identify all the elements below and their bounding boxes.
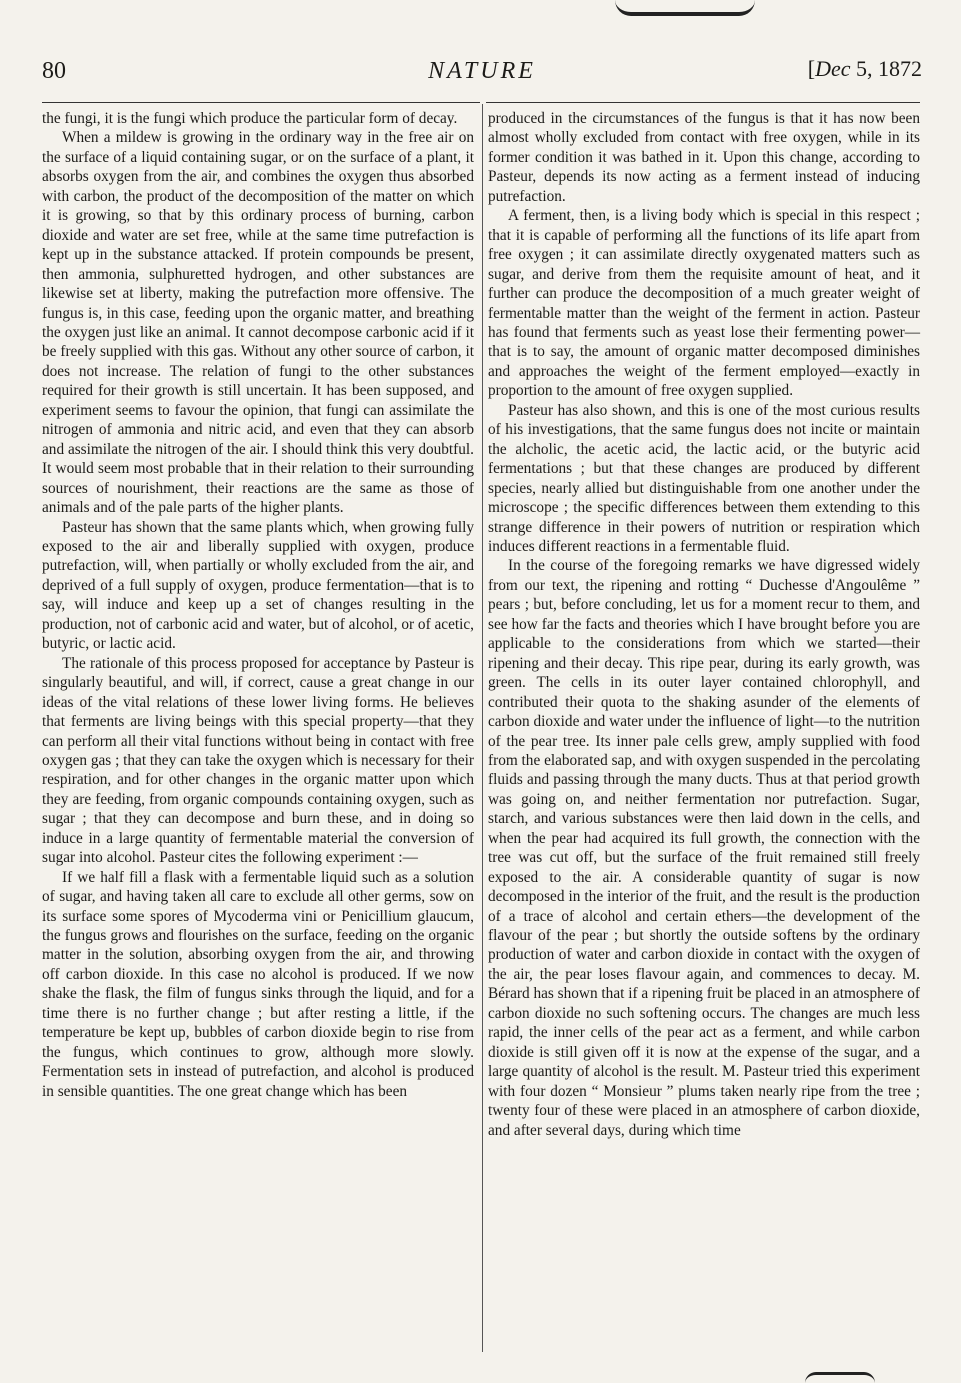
issue-date (808, 56, 922, 82)
column-divider (482, 104, 483, 1352)
journal-title: NATURE (428, 58, 536, 84)
paragraph: Pasteur has shown that the same plants which, when growing fully exposed to the air and liberally supplied with oxygen, produce putrefaction, will, when partially or wholly excluded from the air, and deprived of a full supply of oxygen, produce fermentation—that is to say, will induce and keep up a set of changes resulting in the production, not of carbonic acid and water, but of alcohol, or of acetic, butyric, or lactic acid. (42, 518, 474, 653)
paragraph: If we half fill a flask with a fermentable liquid such as a solution of sugar, and having taken all care to exclude all other germs, sow on its surface some spores of Mycoderma vini or Penicillium glaucum, the fungus grows and flourishes on the surface, feeding on the organic matter in the solution, absorbing oxygen from the air, and throwing off carbon dioxide. In this case no alcohol is produced. If we now shake the flask, the film of fungus sinks through the liquid, and for a time there is no further change ; but after resting a little, if the temperature be kept up, bubbles of carbon dioxide begin to rise from the fungus, which continues to grow, although more slowly. Fermentation sets in instead of putrefaction, and alcohol is produced in sensible quantities. The one great change which has been (42, 868, 474, 1100)
paragraph: When a mildew is growing in the ordinary way in the free air on the surface of a liquid containing sugar, or on the surface of a plant, it absorbs oxygen from the air, and combines the oxygen thus absorbed with carbon, the product of the decomposition of the matter on which it is growing, so that by this ordinary process of burning, carbon dioxide and water are set free, while at the same time putrefaction is kept up in the substance attacked. If protein compounds be present, then ammonia, sulphuretted hydrogen, and other substances are likewise set at liberty, making the putrefaction more offensive. The fungus is, in this case, feeding upon the organic matter, and breathing the oxygen just like an animal. It cannot decompose carbonic acid if it be freely supplied with this gas. Without any other source of carbon, it does not increase. The relation of fungi to the other substances required for their growth is still uncertain. It has been supposed, and experiment seems to favour the opinion, that fungi can assimilate the nitrogen of ammonia and nitric acid, and even that they can absorb and assimilate the nitrogen of the air. I should think this very doubtful. It would seem most probable that in their relation to their surrounding sources of nourishment, their reactions are the same as those of animals and of the pale parts of the higher plants. (42, 129, 474, 517)
paragraph: produced in the circumstances of the fungus is that it has now been almost wholly excluded from contact with free oxygen, while in its former condition it was bathed in it. Upon this change, according to Pasteur, depends its now acting as a ferment instead of inducing putrefaction. (488, 110, 920, 205)
paragraph: The rationale of this process proposed for acceptance by Pasteur is singularly beautiful, and will, if correct, cause a great change in our ideas of the vital relations of these lower living forms. He believes that ferments are living beings with this special property—that they can perform all their vital functions without being in contact with free oxygen gas ; that they can take the oxygen which is necessary for their respiration, and for other changes in the organic matter upon which they are feeding, from organic compounds containing oxygen, such as sugar ; that they can decompose and burn these, and in doing so induce in a large quantity of fermentable material the conversion of sugar into alcohol. Pasteur cites the following experiment :— (42, 654, 474, 867)
page-number: 80 (42, 58, 66, 84)
header-rule-right (486, 102, 920, 103)
top-edge-mark (615, 0, 755, 16)
paragraph: In the course of the foregoing remarks we have digressed widely from our text, the ripening and rotting “ Duchesse d'Angoulême ” pears ; but, before concluding, let us for a moment recur to them, and see how far the facts and theories which I have brought before you are applicable to the considerations from which we started—their ripening and their decay. This ripe pear, during its early growth, was green. The cells in its outer layer contained chlorophyll, and contributed their quota to the shaking asunder of the elements of carbon dioxide and water under the influence of light—to the nutrition of the pear tree. Its inner pale cells grew, amply supplied with food from the elaborated sap, and with oxygen suspended in the percolating fluids and passing through the many ducts. Thus at that period growth was going on, and neither fermentation nor putrefaction. Sugar, starch, and various substances were then laid down in the cells, and when the pear had acquired its full growth, the connection with the tree was cut off, but the surface of the fruit remained still freely exposed to the air. A considerable quantity of sugar is now decomposed in the interior of the fruit, and the result is the production of a trace of alcohol and certain ethers—the development of the flavour of the pear ; but shortly the outside softens by the ordinary production of water and carbon dioxide in contact with the oxygen of the air, the pear loses flavour again, and commences to decay. M. Bérard has shown that if a ripening fruit be placed in an atmosphere of carbon dioxide no such softening occurs. The changes are much less rapid, the inner cells of the pear act as a ferment, and while carbon dioxide is still given off it is now at the expense of the sugar, and a large quantity of alcohol is the result. M. Pasteur tried this experiment with four dozen “ Monsieur ” plums taken nearly ripe from the tree ; twenty four of these were placed in an atmosphere of carbon dioxide, and after several days, during which time (488, 557, 921, 1139)
bottom-edge-mark (805, 1372, 875, 1383)
header-rule-left (42, 102, 480, 103)
right-column (488, 109, 920, 1140)
date-month: Dec (815, 56, 851, 81)
paragraph: Pasteur has also shown, and this is one of the most curious results of his investigations, that the same fungus does not incite or maintain the alcholic, the acetic acid, the lactic acid, or the butyric acid fermentations ; but that these changes are produced by different species, nearly allied but distinguishable from one another under the microscope ; the specific differences between them extending to this strange difference in their powers of nutrition or respiration which induces different reactions in a fermentable fluid. (488, 401, 920, 555)
paragraph: A ferment, then, is a living body which is special in this respect ; that it is capable of performing all the functions of its life apart from free oxygen ; it can assimilate directly oxygenated matters such as sugar, and derive from them the requisite amount of heat, and it further can produce the decomposition of a much greater weight of fermentable matter than the weight of the ferment in action. Pasteur has found that ferments such as yeast lose their fermenting power— that is to say, the amount of organic matter decomposed diminishes and approaches the weight of the ferment employed—exactly in proportion to the amount of free oxygen supplied. (488, 207, 920, 400)
paragraph: the fungi, it is the fungi which produce the particular form of decay. (42, 110, 458, 127)
date-bracket: [ (807, 56, 816, 81)
page-header (42, 56, 922, 90)
left-column (42, 109, 474, 1101)
date-day-year: 5, 1872 (856, 56, 922, 81)
